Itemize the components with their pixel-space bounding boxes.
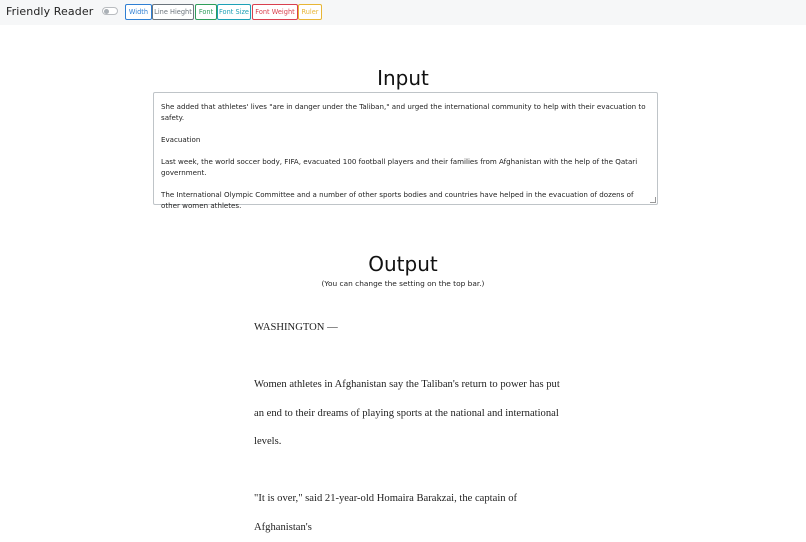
output-subtitle: (You can change the setting on the top bar.) [321, 279, 485, 288]
ruler-button[interactable]: Ruler [298, 4, 322, 20]
output-paragraph: WASHINGTON — [254, 322, 338, 333]
input-paragraph: The International Olympic Committee and a number of other sports bodies and countries have helped in the evacuation of dozens of other women athletes. [161, 190, 636, 210]
output-paragraph: Women athletes in Afghanistan say the Taliban's return to power has put an end to their dreams of playing sports at the national and international levels. [254, 379, 560, 447]
output-paragraph: "It is over," said 21-year-old Homaira Barakzai, the captain of Afghanistan's [254, 493, 518, 533]
input-textarea[interactable] [153, 92, 658, 210]
dark-mode-toggle[interactable] [102, 7, 118, 15]
output-heading: Output [368, 252, 438, 276]
resize-handle-icon[interactable] [650, 197, 656, 203]
input-paragraph: She added that athletes' lives "are in danger under the Taliban," and urged the international community to help with their evacuation to safety. [161, 102, 648, 122]
line-height-button[interactable]: Line Hieght [152, 4, 194, 20]
toggle-knob [104, 9, 109, 14]
font-size-button[interactable]: Font Size [217, 4, 251, 20]
font-weight-button[interactable]: Font Weight [252, 4, 298, 20]
input-paragraph: Evacuation [161, 135, 201, 144]
font-button[interactable]: Font [195, 4, 217, 20]
input-heading: Input [377, 66, 429, 90]
input-paragraph: Last week, the world soccer body, FIFA, evacuated 100 football players and their families from Afghanistan with the help of the Qatari government. [161, 157, 640, 177]
output-text [254, 314, 564, 542]
top-bar [0, 0, 806, 25]
app-title: Friendly Reader [6, 5, 94, 18]
width-button[interactable]: Width [125, 4, 152, 20]
